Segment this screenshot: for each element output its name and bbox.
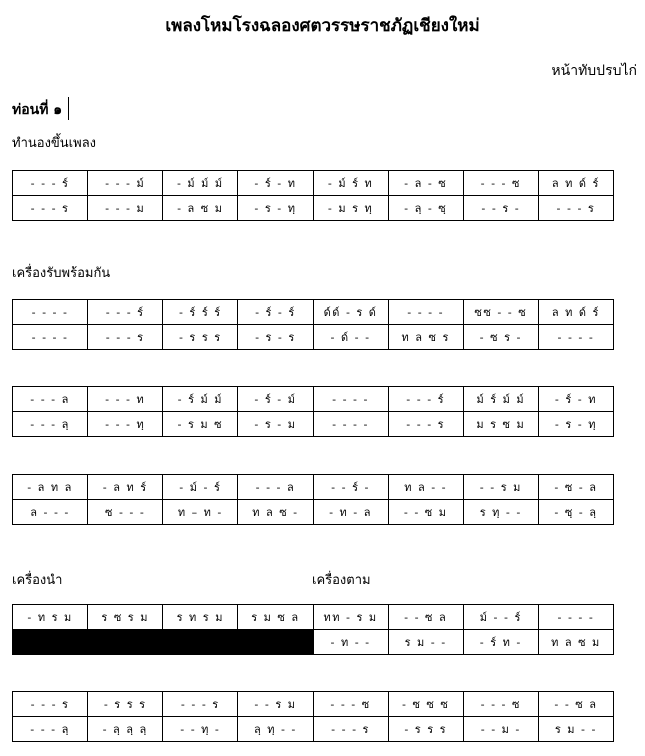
note-cell: - - - -: [538, 325, 613, 350]
note-cell: - - - ท: [88, 387, 163, 412]
note-cell: - - - ร: [313, 717, 388, 742]
table-row: [13, 500, 614, 525]
table-row: [13, 475, 614, 500]
note-cell: - ร ร ร: [388, 717, 463, 742]
intro-label: ทำนองขึ้นเพลง: [12, 136, 97, 151]
note-cell: - ร์ ท -: [463, 630, 538, 655]
note-cell: ซ - - -: [88, 500, 163, 525]
table-row: [13, 412, 614, 437]
note-cell: - ลฺ ลฺ ลฺ: [88, 717, 163, 742]
note-cell: ร ม - -: [538, 717, 613, 742]
rhythm-subtitle: หน้าทับปรบไก่: [551, 63, 637, 79]
note-cell: ท – ท -: [163, 500, 238, 525]
note-cell: - - - ร: [388, 412, 463, 437]
note-cell: - ร - ทฺ: [238, 196, 313, 221]
filled-cell: [88, 630, 163, 655]
note-cell: - - - ร: [13, 692, 88, 717]
note-cell: ร ม - -: [388, 630, 463, 655]
follow-label: เครื่องตาม: [312, 573, 371, 588]
note-cell: - - - ทฺ: [88, 412, 163, 437]
note-cell: ด์ด์ - ร ด์: [313, 300, 388, 325]
note-cell: ร ม ซ ล: [238, 605, 313, 630]
table-row: [13, 171, 614, 196]
note-cell: ม์ ร์ ม์ ม์: [463, 387, 538, 412]
note-cell: - ม์ ร์ ท: [313, 171, 388, 196]
note-cell: - - - ม์: [88, 171, 163, 196]
note-cell: - - ซ ม: [388, 500, 463, 525]
note-cell: - - ทฺ -: [163, 717, 238, 742]
note-cell: ร ทฺ - -: [463, 500, 538, 525]
response-label: เครื่องรับพร้อมกัน: [12, 266, 111, 281]
note-cell: ล - - -: [13, 500, 88, 525]
lead-label: เครื่องนำ: [12, 573, 63, 588]
note-cell: - ร - ม: [238, 412, 313, 437]
note-cell: - ท ร ม: [13, 605, 88, 630]
note-cell: - - ซ ล: [538, 692, 613, 717]
note-cell: ลฺ ทฺ - -: [238, 717, 313, 742]
note-cell: - - - ร์: [13, 171, 88, 196]
note-cell: - - ร -: [463, 196, 538, 221]
notation-table-response-3: [12, 474, 614, 525]
note-cell: - - - -: [388, 300, 463, 325]
note-cell: - ซฺ - ลฺ: [538, 500, 613, 525]
note-cell: - - - -: [13, 300, 88, 325]
notation-table-final: [12, 691, 614, 742]
note-cell: - ร์ - ม์: [238, 387, 313, 412]
note-cell: - - ม -: [463, 717, 538, 742]
note-cell: - ท - -: [313, 630, 388, 655]
notation-table-response-2: [12, 386, 614, 437]
table-row: [13, 325, 614, 350]
filled-cell: [13, 630, 88, 655]
text-cursor: [68, 97, 69, 120]
note-cell: ร ซ ร ม: [88, 605, 163, 630]
notation-table-response-1: [12, 299, 614, 350]
note-cell: ซซ - - ซ: [463, 300, 538, 325]
table-row: [13, 300, 614, 325]
note-cell: - ร์ ร์ ร์: [163, 300, 238, 325]
filled-cell: [238, 630, 313, 655]
filled-cell: [163, 630, 238, 655]
note-cell: - ม ร ทฺ: [313, 196, 388, 221]
note-cell: - - - ลฺ: [13, 717, 88, 742]
note-cell: ล ท ด์ ร์: [538, 171, 613, 196]
note-cell: ท ล - -: [388, 475, 463, 500]
note-cell: - - ร ม: [238, 692, 313, 717]
table-row: [13, 387, 614, 412]
note-cell: - - - ล: [238, 475, 313, 500]
table-row: [13, 196, 614, 221]
note-cell: - ล ท ล: [13, 475, 88, 500]
note-cell: - ซ ร -: [463, 325, 538, 350]
note-cell: - - ร์ -: [313, 475, 388, 500]
note-cell: ทท - ร ม: [313, 605, 388, 630]
note-cell: - ม์ ม์ ม์: [163, 171, 238, 196]
note-cell: - ร์ - ร์: [238, 300, 313, 325]
note-cell: ล ท ด์ ร์: [538, 300, 613, 325]
note-cell: - ลฺ - ซฺ: [388, 196, 463, 221]
note-cell: - ล ซ ม: [163, 196, 238, 221]
note-cell: - ร ร ร: [88, 692, 163, 717]
note-cell: - - ซ ล: [388, 605, 463, 630]
note-cell: - ท - ล: [313, 500, 388, 525]
note-cell: - ซ ซ ซ: [388, 692, 463, 717]
note-cell: - - ร ม: [463, 475, 538, 500]
note-cell: ร ท ร ม: [163, 605, 238, 630]
note-cell: - - - ร: [163, 692, 238, 717]
table-row: [13, 630, 614, 655]
note-cell: ท ล ซ -: [238, 500, 313, 525]
note-cell: - - - ซ: [463, 692, 538, 717]
note-cell: - ร - ทฺ: [538, 412, 613, 437]
note-cell: ท ล ซ ร: [388, 325, 463, 350]
note-cell: - ร ม ซ: [163, 412, 238, 437]
note-cell: ท ล ซ ม: [538, 630, 613, 655]
note-cell: - ร์ ม์ ม์: [163, 387, 238, 412]
note-cell: - ร - ร: [238, 325, 313, 350]
note-cell: - - - ร: [88, 325, 163, 350]
note-cell: - ด์ - -: [313, 325, 388, 350]
notation-table-lead-follow: [12, 604, 614, 655]
note-cell: - - - ร์: [388, 387, 463, 412]
note-cell: - ม์ - ร์: [163, 475, 238, 500]
table-row: [13, 692, 614, 717]
note-cell: - - - ซ: [313, 692, 388, 717]
note-cell: - - - -: [13, 325, 88, 350]
table-row: [13, 717, 614, 742]
document-title: เพลงโหมโรงฉลองศตวรรษราชภัฏเชียงใหม่: [165, 16, 480, 36]
note-cell: - - - ซ: [463, 171, 538, 196]
note-cell: - - - -: [313, 412, 388, 437]
note-cell: ม ร ซ ม: [463, 412, 538, 437]
note-cell: - - - ร: [538, 196, 613, 221]
note-cell: - ซ - ล: [538, 475, 613, 500]
note-cell: - ร์ - ท: [538, 387, 613, 412]
note-cell: - ร ร ร: [163, 325, 238, 350]
note-cell: ม์ - - ร์: [463, 605, 538, 630]
note-cell: - ล - ซ: [388, 171, 463, 196]
note-cell: - - - ร: [13, 196, 88, 221]
note-cell: - - - ม: [88, 196, 163, 221]
notation-table-intro: [12, 170, 614, 221]
note-cell: - ล ท ร์: [88, 475, 163, 500]
note-cell: - - - ล: [13, 387, 88, 412]
note-cell: - - - -: [313, 387, 388, 412]
note-cell: - - - -: [538, 605, 613, 630]
note-cell: - - - ร์: [88, 300, 163, 325]
table-row: [13, 605, 614, 630]
note-cell: - ร์ - ท: [238, 171, 313, 196]
section-heading: ท่อนที่ ๑: [12, 102, 63, 118]
note-cell: - - - ลฺ: [13, 412, 88, 437]
